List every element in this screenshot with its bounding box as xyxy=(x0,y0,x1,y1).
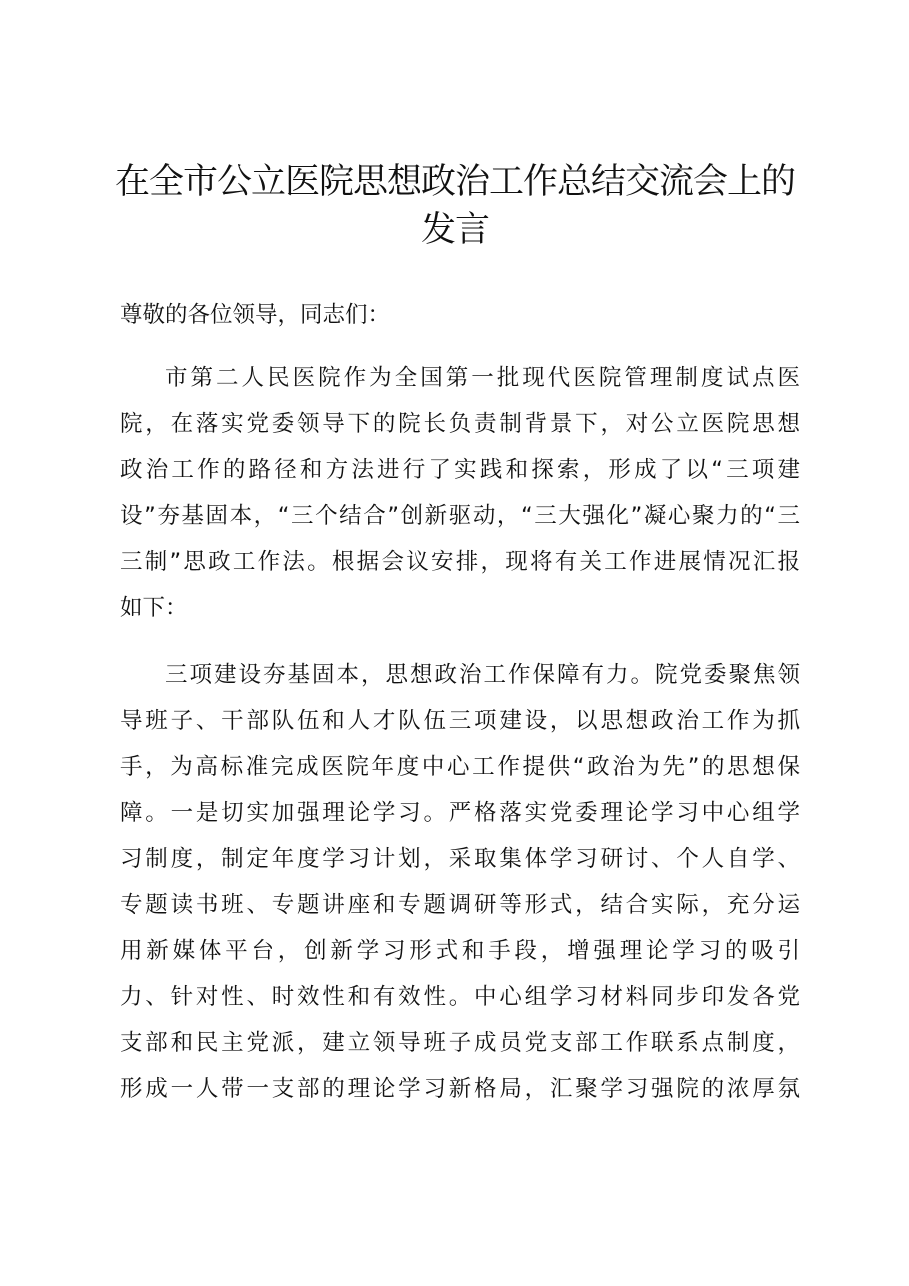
paragraph-line: 三项建设夯基固本，思想政治工作保障有力。院党委聚焦领 xyxy=(165,662,800,688)
paragraph-line: 政治工作的路径和方法进行了实践和探索，形成了以“三项建 xyxy=(120,457,800,483)
paragraph-line: 习制度，制定年度学习计划，采取集体学习研讨、个人自学、 xyxy=(120,846,800,872)
paragraph-line: 市第二人民医院作为全国第一批现代医院管理制度试点医 xyxy=(165,365,800,391)
greeting xyxy=(120,292,800,338)
paragraph-line: 导班子、干部队伍和人才队伍三项建设，以思想政治工作为抓 xyxy=(120,708,800,734)
greeting-text: 尊敬的各位领导，同志们： xyxy=(120,302,391,328)
paragraph-line: 力、针对性、时效性和有效性。中心组学习材料同步印发各党 xyxy=(120,984,800,1010)
paragraph-1 xyxy=(120,355,800,631)
paragraph-line: 院，在落实党委领导下的院长负责制背景下，对公立医院思想 xyxy=(120,411,800,437)
paragraph-line: 三制”思政工作法。根据会议安排，现将有关工作进展情况汇报 xyxy=(120,549,800,575)
paragraph-line: 专题读书班、专题讲座和专题调研等形式，结合实际，充分运 xyxy=(120,892,800,918)
page-title xyxy=(110,158,800,254)
paragraph-line: 用新媒体平台，创新学习形式和手段，增强理论学习的吸引 xyxy=(120,938,800,964)
title-line-2: 发言 xyxy=(420,210,489,250)
paragraph-2 xyxy=(120,652,800,1112)
paragraph-line: 形成一人带一支部的理论学习新格局，汇聚学习强院的浓厚氛 xyxy=(120,1076,800,1102)
paragraph-line: 支部和民主党派，建立领导班子成员党支部工作联系点制度， xyxy=(120,1030,800,1056)
paragraph-line: 设”夯基固本，“三个结合”创新驱动，“三大强化”凝心聚力的“三 xyxy=(120,503,800,529)
title-line-1: 在全市公立医院思想政治工作总结交流会上的 xyxy=(114,162,795,202)
paragraph-line: 手，为高标准完成医院年度中心工作提供“政治为先”的思想保 xyxy=(120,754,800,780)
paragraph-line: 障。一是切实加强理论学习。严格落实党委理论学习中心组学 xyxy=(120,800,800,826)
paragraph-line: 如下： xyxy=(120,595,188,621)
